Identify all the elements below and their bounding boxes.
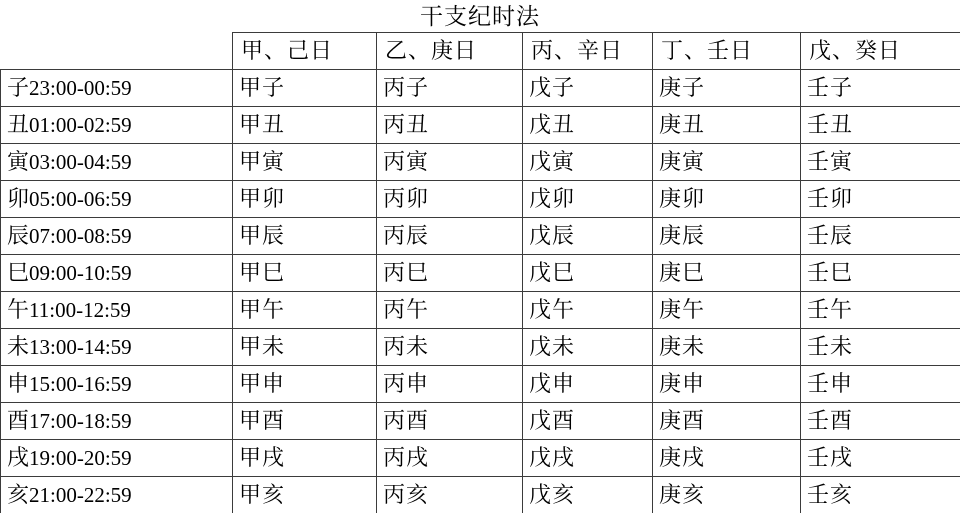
row-label	[1, 403, 233, 440]
cell: 庚寅	[653, 144, 801, 181]
cell: 戊子	[523, 70, 653, 107]
row-branch: 申	[7, 371, 30, 396]
row-branch: 午	[7, 297, 30, 322]
cell: 甲丑	[233, 107, 377, 144]
cell: 丙酉	[377, 403, 523, 440]
cell: 壬申	[801, 366, 960, 403]
cell: 庚子	[653, 70, 801, 107]
table-header-row	[1, 33, 960, 70]
cell: 甲辰	[233, 218, 377, 255]
row-branch: 亥	[7, 482, 30, 507]
row-branch: 子	[7, 75, 30, 100]
column-header-1: 乙、庚日	[377, 33, 523, 70]
cell: 丙寅	[377, 144, 523, 181]
row-label	[1, 70, 233, 107]
cell: 庚丑	[653, 107, 801, 144]
cell: 戊未	[523, 329, 653, 366]
cell: 壬未	[801, 329, 960, 366]
row-time: 05:00-06:59	[29, 187, 132, 211]
row-label	[1, 292, 233, 329]
cell: 庚酉	[653, 403, 801, 440]
row-branch: 巳	[7, 260, 30, 285]
row-label	[1, 329, 233, 366]
row-branch: 戌	[7, 445, 30, 470]
cell: 丙巳	[377, 255, 523, 292]
cell: 甲申	[233, 366, 377, 403]
cell: 庚辰	[653, 218, 801, 255]
table-body	[1, 70, 960, 514]
row-branch: 卯	[7, 186, 30, 211]
cell: 戊丑	[523, 107, 653, 144]
table-row	[1, 181, 960, 218]
row-branch: 寅	[7, 149, 30, 174]
table-row	[1, 218, 960, 255]
row-time: 01:00-02:59	[29, 113, 132, 137]
cell: 甲酉	[233, 403, 377, 440]
row-branch: 未	[7, 334, 30, 359]
row-time: 19:00-20:59	[29, 446, 132, 470]
cell: 壬辰	[801, 218, 960, 255]
row-branch: 辰	[7, 223, 30, 248]
cell: 庚巳	[653, 255, 801, 292]
cell: 丙亥	[377, 477, 523, 514]
cell: 甲卯	[233, 181, 377, 218]
cell: 丙辰	[377, 218, 523, 255]
cell: 甲午	[233, 292, 377, 329]
row-label	[1, 366, 233, 403]
column-header-4: 戊、癸日	[801, 33, 960, 70]
table-row	[1, 144, 960, 181]
row-time: 09:00-10:59	[29, 261, 132, 285]
cell: 甲子	[233, 70, 377, 107]
cell: 戊卯	[523, 181, 653, 218]
table-row	[1, 366, 960, 403]
row-label	[1, 107, 233, 144]
cell: 庚亥	[653, 477, 801, 514]
cell: 庚申	[653, 366, 801, 403]
cell: 丙卯	[377, 181, 523, 218]
cell: 壬寅	[801, 144, 960, 181]
cell: 壬亥	[801, 477, 960, 514]
row-branch: 酉	[7, 408, 30, 433]
cell: 丙丑	[377, 107, 523, 144]
cell: 甲戌	[233, 440, 377, 477]
column-header-3: 丁、壬日	[653, 33, 801, 70]
cell: 壬巳	[801, 255, 960, 292]
cell: 戊酉	[523, 403, 653, 440]
row-time: 17:00-18:59	[29, 409, 132, 433]
cell: 壬丑	[801, 107, 960, 144]
row-label	[1, 477, 233, 514]
table-row	[1, 440, 960, 477]
cell: 庚午	[653, 292, 801, 329]
row-time: 07:00-08:59	[29, 224, 132, 248]
table-row	[1, 292, 960, 329]
row-label	[1, 218, 233, 255]
cell: 戊午	[523, 292, 653, 329]
cell: 庚未	[653, 329, 801, 366]
cell: 戊巳	[523, 255, 653, 292]
cell: 戊寅	[523, 144, 653, 181]
row-label	[1, 144, 233, 181]
cell: 丙子	[377, 70, 523, 107]
cell: 甲巳	[233, 255, 377, 292]
row-label	[1, 255, 233, 292]
row-time: 23:00-00:59	[29, 76, 132, 100]
row-time: 21:00-22:59	[29, 483, 132, 507]
column-header-0: 甲、己日	[233, 33, 377, 70]
row-label	[1, 181, 233, 218]
table-row	[1, 403, 960, 440]
row-branch: 丑	[7, 112, 30, 137]
table-row	[1, 329, 960, 366]
table-row	[1, 70, 960, 107]
cell: 壬戌	[801, 440, 960, 477]
table-corner-cell	[1, 33, 233, 70]
row-time: 13:00-14:59	[29, 335, 132, 359]
cell: 戊辰	[523, 218, 653, 255]
cell: 甲寅	[233, 144, 377, 181]
table-header	[1, 33, 960, 70]
cell: 丙午	[377, 292, 523, 329]
row-time: 03:00-04:59	[29, 150, 132, 174]
table-row	[1, 255, 960, 292]
cell: 庚戌	[653, 440, 801, 477]
cell: 壬酉	[801, 403, 960, 440]
cell: 壬子	[801, 70, 960, 107]
cell: 壬午	[801, 292, 960, 329]
cell: 壬卯	[801, 181, 960, 218]
cell: 庚卯	[653, 181, 801, 218]
cell: 戊申	[523, 366, 653, 403]
cell: 甲亥	[233, 477, 377, 514]
row-time: 11:00-12:59	[29, 298, 131, 322]
cell: 戊亥	[523, 477, 653, 514]
cell: 丙未	[377, 329, 523, 366]
table-row	[1, 477, 960, 514]
cell: 甲未	[233, 329, 377, 366]
table-row	[1, 107, 960, 144]
page-title: 干支纪时法	[420, 4, 540, 29]
ganzhi-hour-table	[0, 32, 960, 513]
row-label	[1, 440, 233, 477]
cell: 丙戌	[377, 440, 523, 477]
column-header-2: 丙、辛日	[523, 33, 653, 70]
cell: 戊戌	[523, 440, 653, 477]
row-time: 15:00-16:59	[29, 372, 132, 396]
cell: 丙申	[377, 366, 523, 403]
